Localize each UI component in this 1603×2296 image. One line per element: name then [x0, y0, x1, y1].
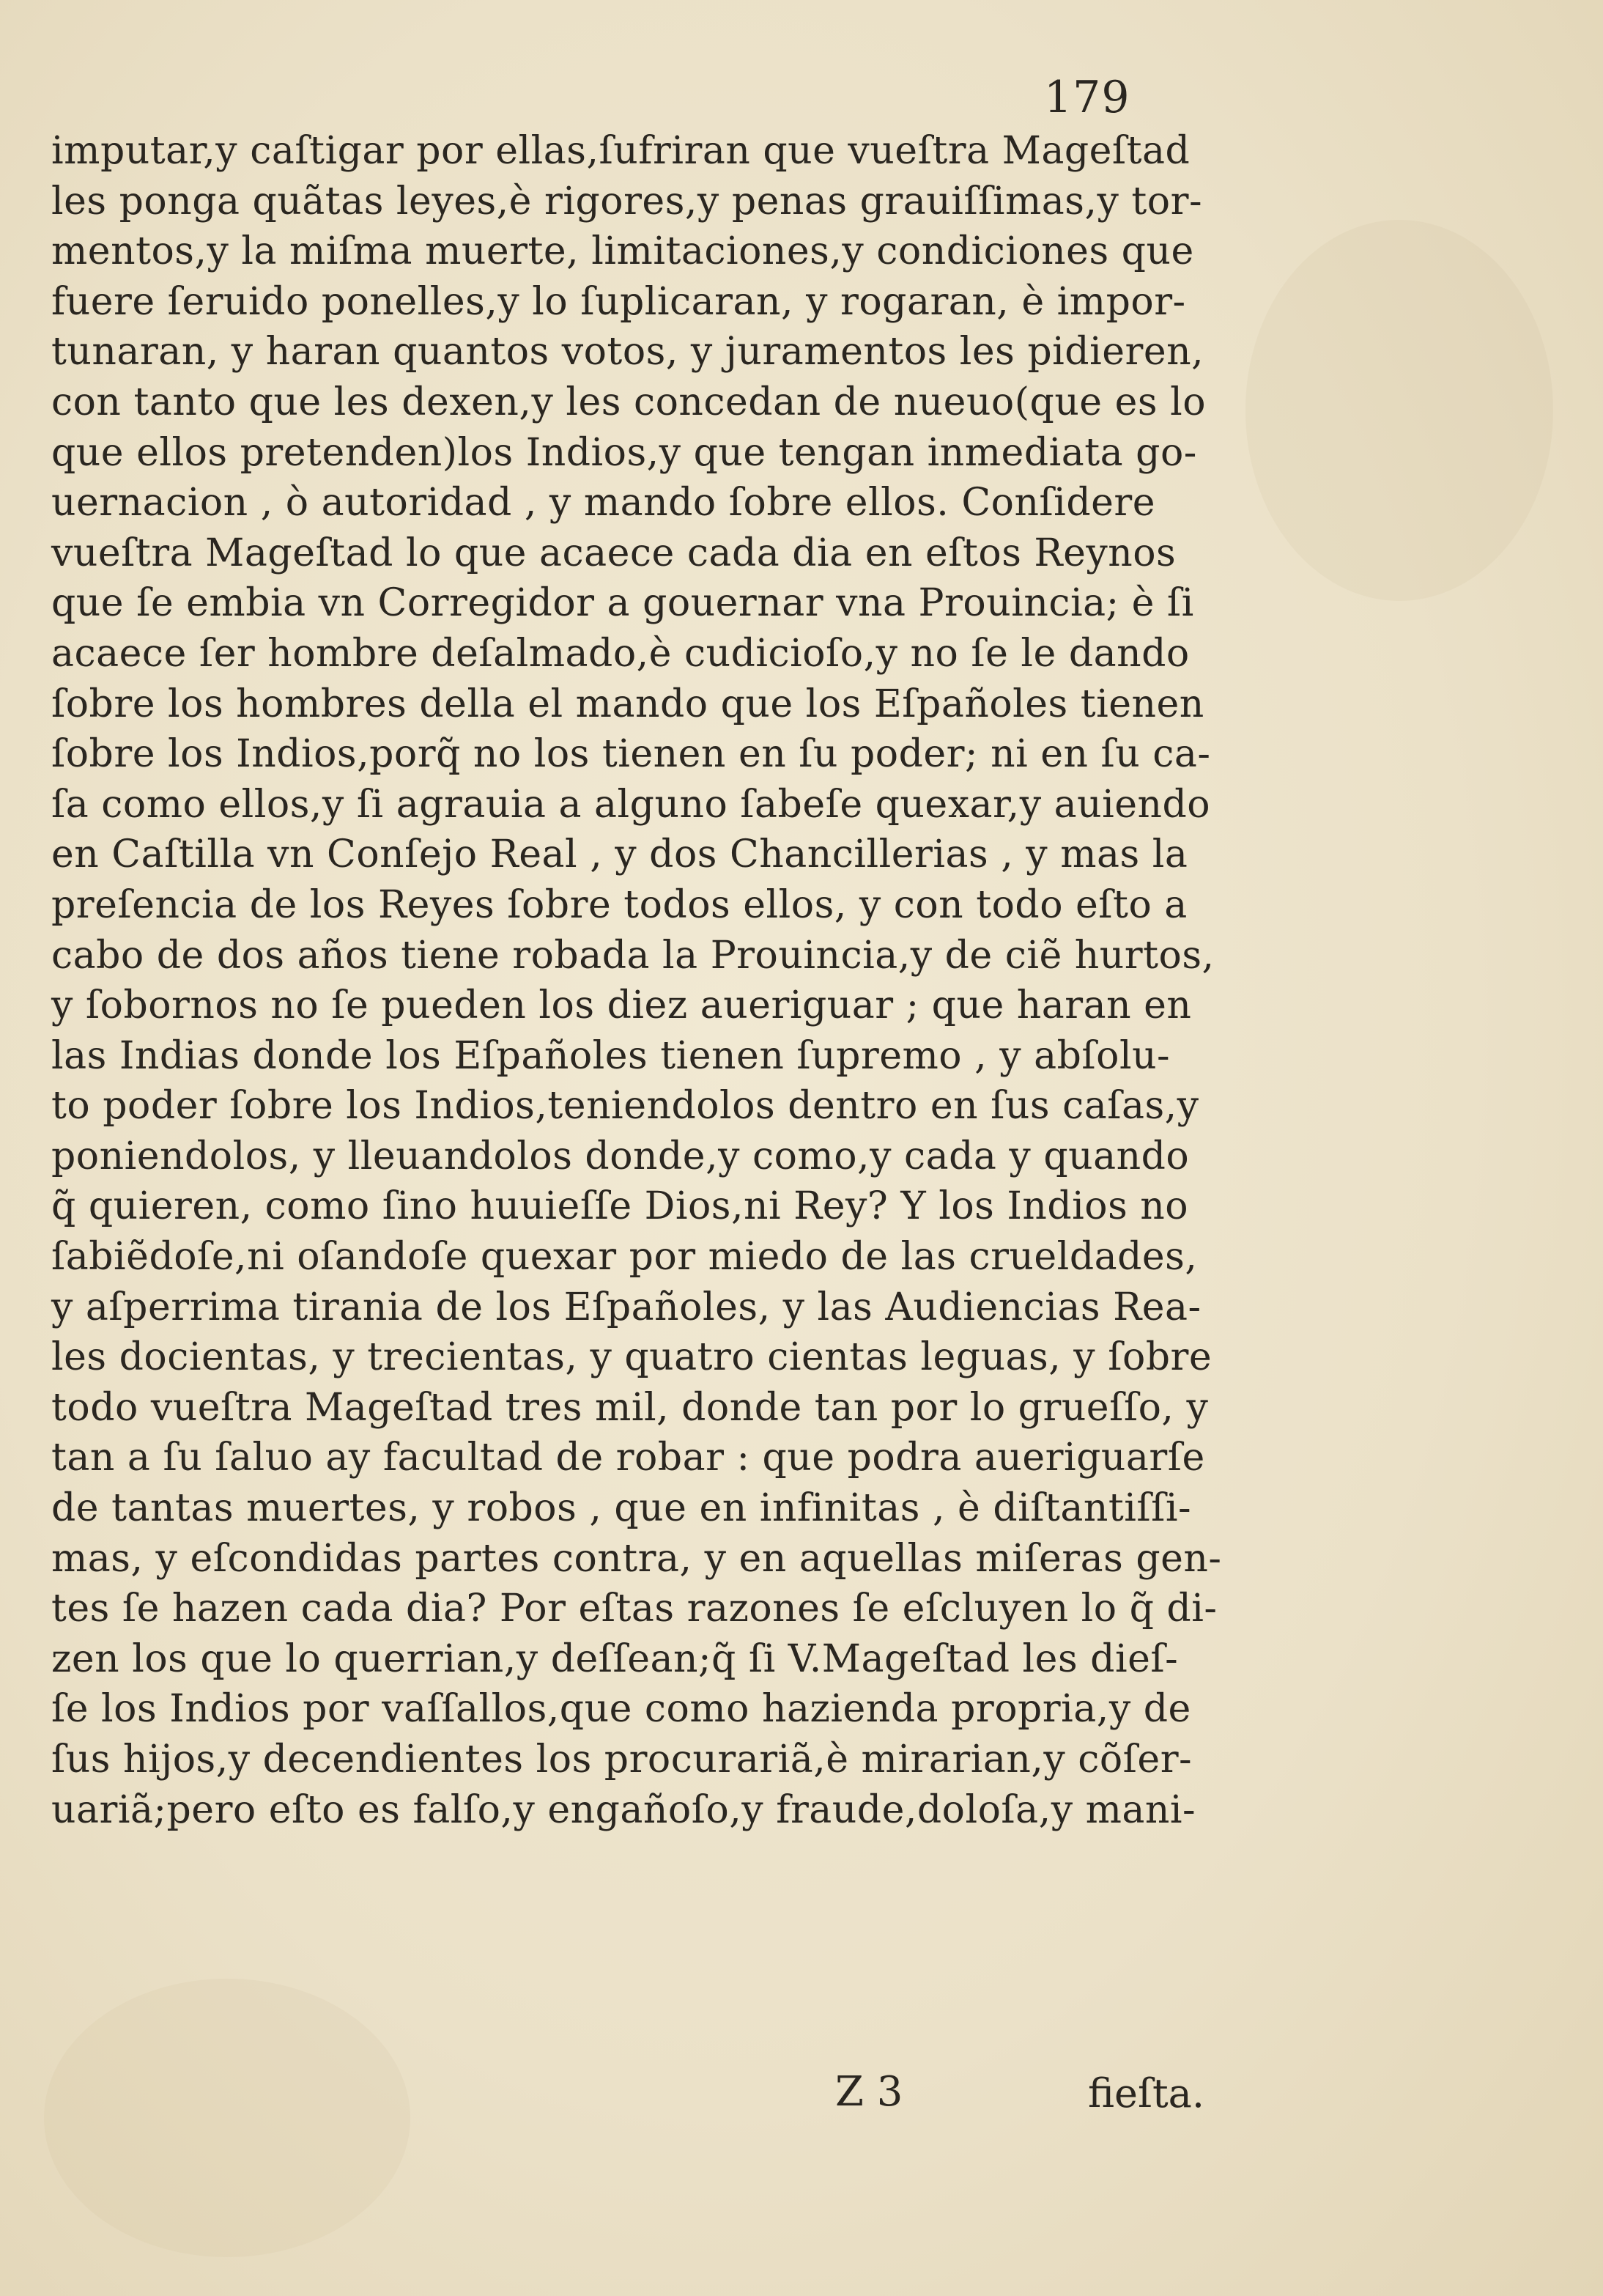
text-line: cabo de dos años tiene robada la Prouincia,y de ciẽ hurtos, — [51, 933, 1215, 978]
page-number: 179 — [1044, 72, 1130, 123]
text-line: tan a ſu ſaluo ay facultad de robar : que podra aueriguarſe — [51, 1436, 1205, 1480]
text-line: en Caſtilla vn Conſejo Real , y dos Chancillerias , y mas la — [51, 833, 1188, 877]
text-line: imputar,y caſtigar por ellas,ſufriran que vueſtra Mageſtad — [51, 129, 1191, 173]
text-line: ſus hijos,y decendientes los procurariã,è mirarian,y cõſer- — [51, 1738, 1193, 1782]
text-line: con tanto que les dexen,y les concedan de nueuo(que es lo — [51, 380, 1207, 424]
text-line: les docientas, y trecientas, y quatro cientas leguas, y ſobre — [51, 1335, 1213, 1380]
text-line: tunaran, y haran quantos votos, y juramentos les pidieren, — [51, 330, 1204, 374]
text-line: poniendolos, y lleuandolos donde,y como,y cada y quando — [51, 1134, 1190, 1178]
text-line: to poder ſobre los Indios,teniendolos dentro en ſus caſas,y — [51, 1084, 1199, 1129]
text-line: tes ſe hazen cada dia? Por eſtas razones ſe eſcluyen lo q̃ di- — [51, 1587, 1218, 1631]
text-line: y ſobornos no ſe pueden los diez aueriguar ; que haran en — [51, 983, 1192, 1028]
text-line: acaece ſer hombre deſalmado,è cudicioſo,y no ſe le dando — [51, 631, 1190, 676]
paper-stain — [1245, 220, 1553, 601]
text-line: q̃ quieren, como ſino huuieſſe Dios,ni Rey? Y los Indios no — [51, 1184, 1189, 1229]
text-line: ſa como ellos,y ſi agrauia a alguno ſabeſe quexar,y auiendo — [51, 782, 1211, 827]
text-line: fuere ſeruido ponelles,y lo ſuplicaran, y rogaran, è impor- — [51, 279, 1186, 324]
text-line: que ſe embia vn Corregidor a gouernar vna Prouincia; è ſi — [51, 581, 1194, 626]
text-line: ſobre los hombres della el mando que los Eſpañoles tienen — [51, 682, 1204, 726]
text-line: preſencia de los Reyes ſobre todos ellos, y con todo eſto a — [51, 882, 1188, 927]
text-line: mas, y eſcondidas partes contra, y en aquellas miſeras gen- — [51, 1536, 1222, 1581]
text-line: uernacion , ò autoridad , y mando ſobre ellos. Conſidere — [51, 481, 1156, 525]
text-line: y aſperrima tirania de los Eſpañoles, y las Audiencias Rea- — [51, 1285, 1202, 1329]
catchword: fieſta. — [1088, 2070, 1205, 2116]
text-line: ſobre los Indios,porq̃ no los tienen en ſu poder; ni en ſu ca- — [51, 732, 1211, 777]
body-text — [51, 126, 1223, 1835]
text-line: las Indias donde los Eſpañoles tienen ſupremo , y abſolu- — [51, 1033, 1171, 1078]
text-line: ſe los Indios por vaſſallos,que como hazienda propria,y de — [51, 1687, 1191, 1732]
text-line: todo vueſtra Mageſtad tres mil, donde tan por lo grueſſo, y — [51, 1385, 1209, 1430]
text-line: uariã;pero eſto es falſo,y engañoſo,y fraude,doloſa,y mani- — [51, 1787, 1196, 1832]
text-line: de tantas muertes, y robos , que en infinitas , è diſtantiſſi- — [51, 1486, 1192, 1531]
text-line: que ellos pretenden)los Indios,y que tengan inmediata go- — [51, 430, 1197, 475]
signature-mark: Z 3 — [835, 2068, 903, 2116]
text-line: ſabiẽdoſe,ni oſandoſe quexar por miedo de las crueldades, — [51, 1235, 1198, 1280]
text-line: les ponga quãtas leyes,è rigores,y penas grauiſſimas,y tor- — [51, 179, 1203, 224]
text-line: vueſtra Mageſtad lo que acaece cada dia en eſtos Reynos — [51, 531, 1177, 575]
paper-stain — [44, 1979, 410, 2257]
text-line: mentos,y la miſma muerte, limitaciones,y condiciones que — [51, 229, 1194, 274]
text-line: zen los que lo querrian,y deſſean;q̃ ſi V.Mageſtad les dieſ- — [51, 1636, 1179, 1681]
